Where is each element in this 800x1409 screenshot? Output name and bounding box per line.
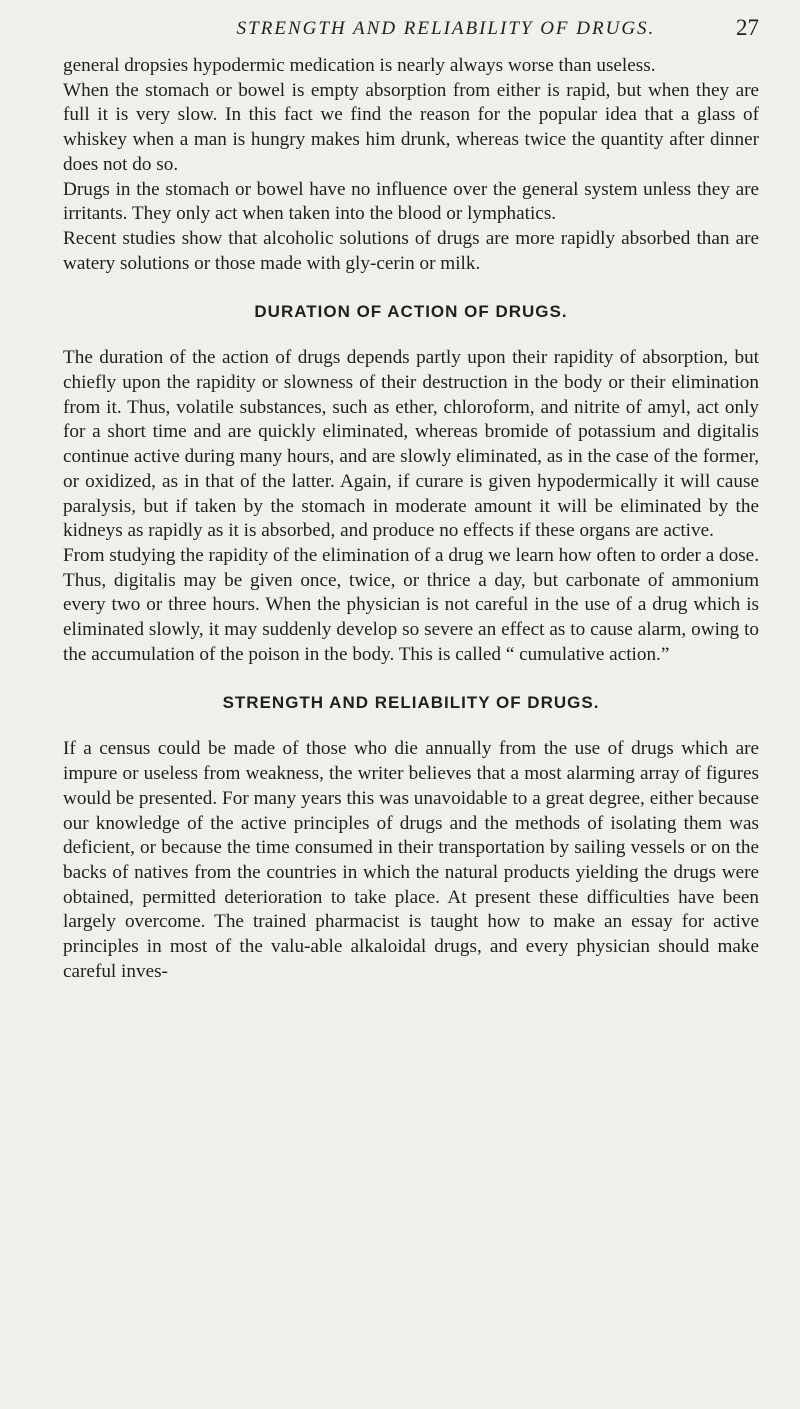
running-head [63, 14, 759, 54]
paragraph: The duration of the action of drugs depends partly upon their rapidity of absorption, but chiefly upon the rapidity or slowness of their destruction in the body or their elimination from it. Thus, volatile substances, such as ether, chloroform, and nitrite of amyl, act only for a short time and are quickly eliminated, whereas bromide of potassium and digitalis continue active during many hours, and are slowly eliminated, as in the case of the former, or oxidized, as in that of the latter. Again, if curare is given hypodermically it will cause paralysis, but if taken by the stomach in moderate amount it will be eliminated by the kidneys as rapidly as it is absorbed, and produce no effects if these organs are active. [63, 347, 759, 542]
paragraph: Recent studies show that alcoholic solutions of drugs are more rapidly absorbed than are watery solutions or those made with gly-cerin or milk. [63, 227, 759, 274]
paragraph: general dropsies hypodermic medication is nearly always worse than useless. [63, 55, 656, 76]
running-title: STRENGTH AND RELIABILITY OF DRUGS. [236, 18, 656, 39]
strength-section-text [63, 737, 759, 984]
paragraph: Drugs in the stomach or bowel have no influence over the general system unless they are irritants. They only act when taken into the blood or lymphatics. [63, 178, 759, 225]
page-number: 27 [736, 15, 759, 40]
paragraph: When the stomach or bowel is empty absorption from either is rapid, but when they are full it is very slow. In this fact we find the reason for the popular idea that a glass of whiskey when a man is hungry makes him drunk, whereas twice the quantity after dinner does not do so. [63, 79, 759, 175]
section-heading-duration: DURATION OF ACTION OF DRUGS. [254, 302, 568, 322]
duration-section-text [63, 346, 759, 667]
section-heading-strength: STRENGTH AND RELIABILITY OF DRUGS. [222, 693, 600, 713]
intro-text [63, 54, 759, 276]
paragraph: From studying the rapidity of the elimination of a drug we learn how often to order a dose. Thus, digitalis may be given once, twice, or thrice a day, but carbonate of ammonium every two or three hours. When the physician is not careful in the use of a drug which is eliminated slowly, it may suddenly develop so severe an effect as to cause alarm, owing to the accumulation of the poison in the body. This is called “ cumulative action.” [63, 544, 759, 665]
paragraph: If a census could be made of those who die annually from the use of drugs which are impure or useless from weakness, the writer believes that a most alarming array of figures would be presented. For many years this was unavoidable to a great degree, either because our knowledge of the active principles of drugs and the methods of isolating them was deficient, or because the time consumed in their transportation by sailing vessels or on the backs of natives from the countries in which the natural products yielding the drugs were obtained, permitted deterioration to take place. At present these difficulties have been largely overcome. The trained pharmacist is taught how to make an essay for active principles in most of the valu-able alkaloidal drugs, and every physician should make careful inves- [63, 738, 759, 982]
